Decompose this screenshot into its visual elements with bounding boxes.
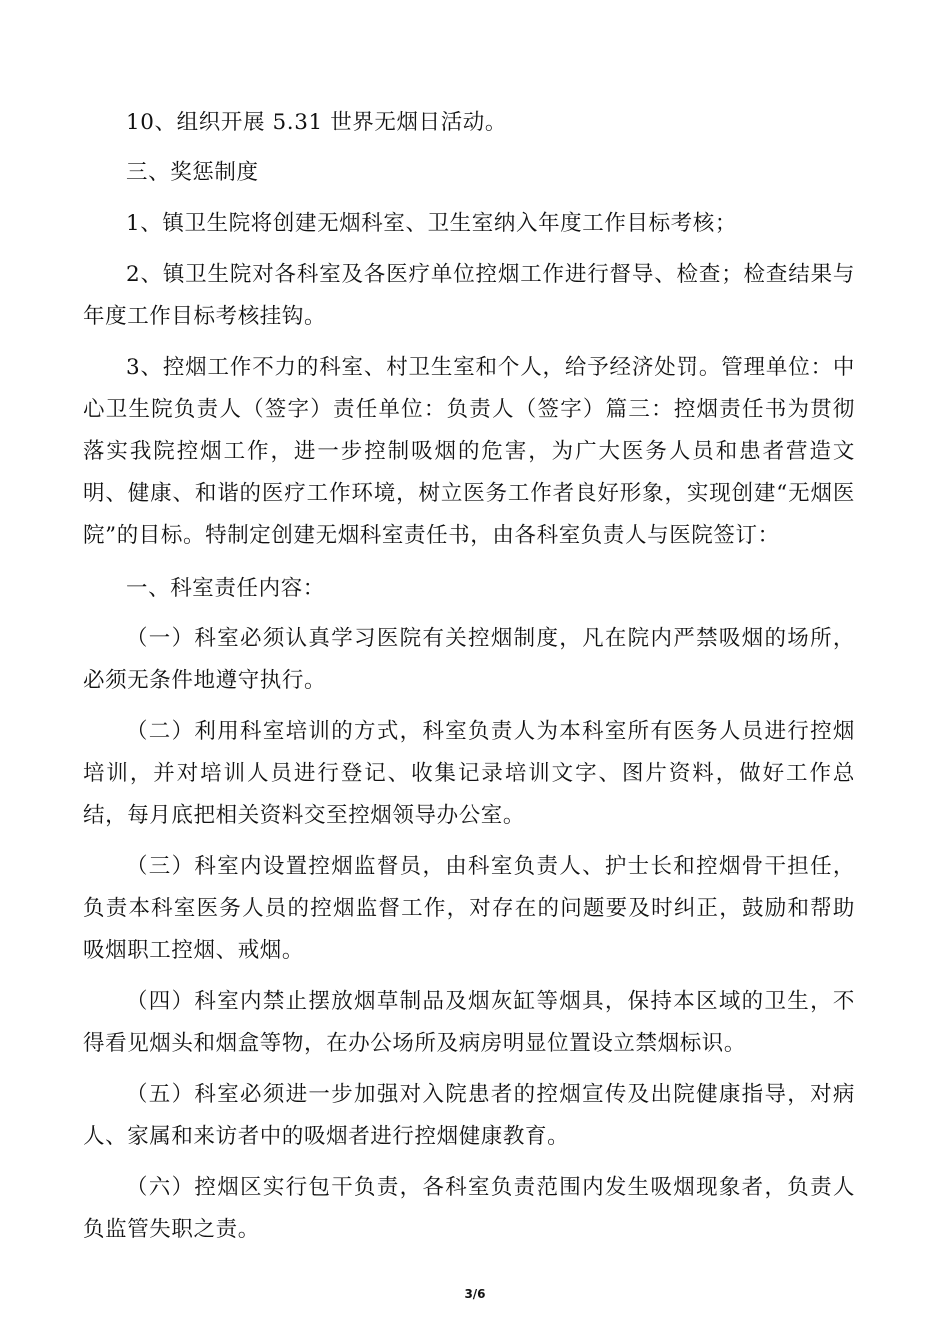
paragraph-duty-6: （六）控烟区实行包干负责，各科室负责范围内发生吸烟现象者，负责人负监管失职之责。 [83, 1175, 855, 1242]
page-number: 3/6 [464, 1287, 486, 1301]
paragraph-duty-5: （五）科室必须进一步加强对入院患者的控烟宣传及出院健康指导，对病人、家属和来访者中的吸烟者进行控烟健康教育。 [83, 1082, 855, 1149]
paragraph-duty-3: （三）科室内设置控烟监督员，由科室负责人、护士长和控烟骨干担任，负责本科室医务人员的控烟监督工作，对存在的问题要及时纠正，鼓励和帮助吸烟职工控烟、戒烟。 [83, 854, 855, 963]
paragraph-item-10: 10、组织开展 5.31 世界无烟日活动。 [126, 110, 507, 135]
paragraph-duty-1: （一）科室必须认真学习医院有关控烟制度，凡在院内严禁吸烟的场所，必须无条件地遵守执行。 [83, 626, 855, 693]
paragraph-rule-1: 1、镇卫生院将创建无烟科室、卫生室纳入年度工作目标考核； [126, 211, 737, 236]
paragraph-rule-2: 2、镇卫生院对各科室及各医疗单位控烟工作进行督导、检查；检查结果与年度工作目标考核挂钩。 [83, 262, 855, 329]
document-body [83, 102, 855, 1251]
paragraph-duty-4: （四）科室内禁止摆放烟草制品及烟灰缸等烟具，保持本区域的卫生，不得看见烟头和烟盒等物，在办公场所及病房明显位置设立禁烟标识。 [83, 989, 855, 1056]
paragraph-duty-2: （二）利用科室培训的方式，科室负责人为本科室所有医务人员进行控烟培训，并对培训人员进行登记、收集记录培训文字、图片资料，做好工作总结，每月底把相关资料交至控烟领导办公室。 [83, 719, 855, 828]
paragraph-rule-3: 3、控烟工作不力的科室、村卫生室和个人，给予经济处罚。管理单位：中心卫生院负责人（签字）责任单位：负责人（签字）篇三：控烟责任书为贯彻落实我院控烟工作，进一步控制吸烟的危害，为广大医务人员和患者营造文明、健康、和谐的医疗工作环境，树立医务工作者良好形象，实现创建“无烟医院”的目标。特制定创建无烟科室责任书，由各科室负责人与医院签订： [83, 355, 855, 548]
section-heading-department-duties: 一、科室责任内容： [126, 576, 325, 601]
section-heading-rewards-penalties: 三、奖惩制度 [126, 160, 259, 185]
